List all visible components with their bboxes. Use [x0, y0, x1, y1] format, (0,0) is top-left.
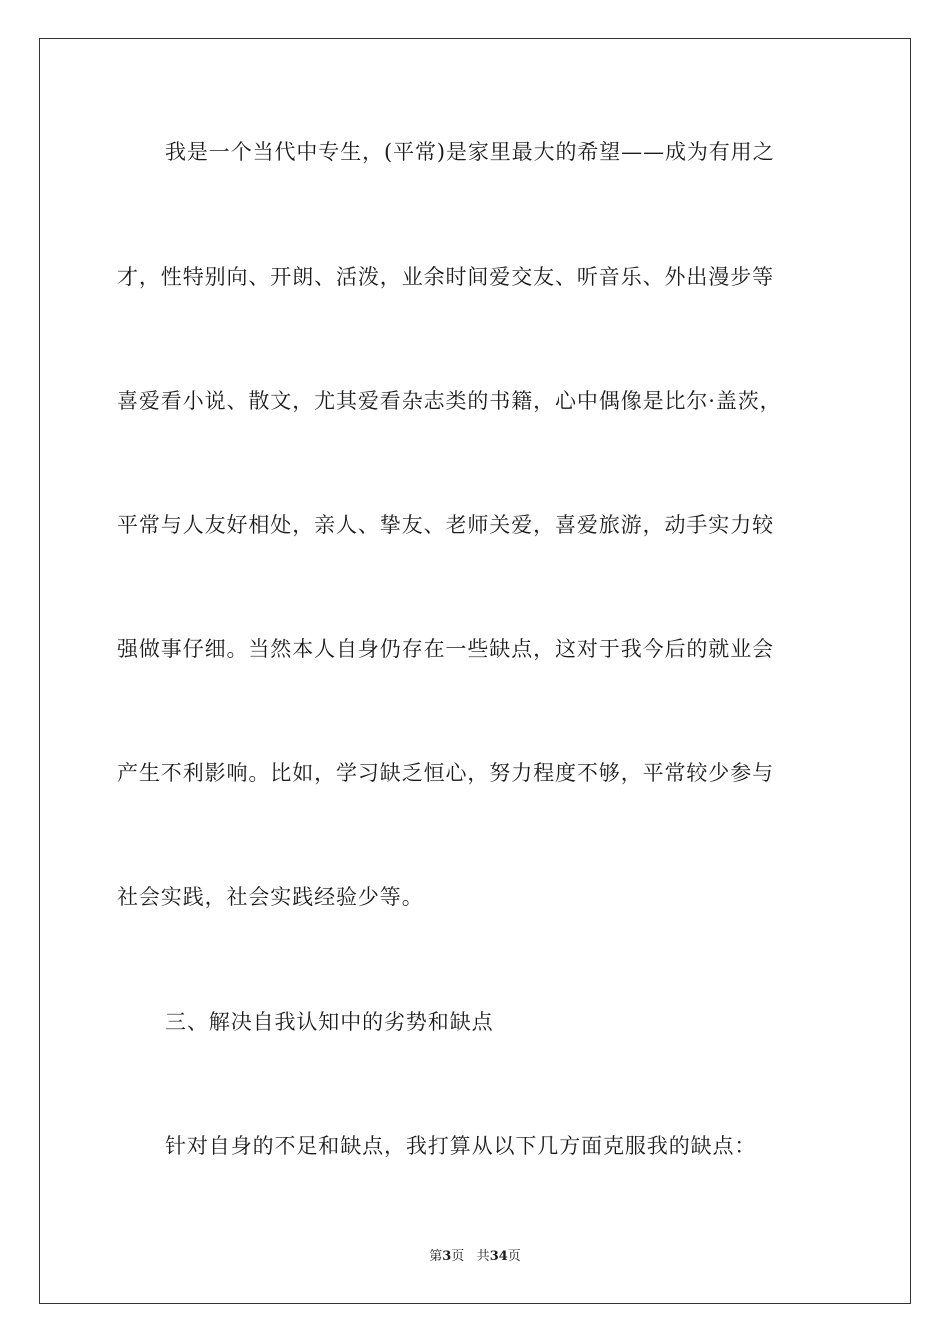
paragraph-line-1: 我是一个当代中专生，(平常)是家里最大的希望——成为有用之: [165, 140, 775, 164]
footer-page-number: 3: [442, 1249, 452, 1264]
footer-page-suffix: 页: [451, 1249, 465, 1264]
paragraph-line-7: 社会实践，社会实践经验少等。: [117, 885, 424, 909]
page-footer: [0, 1248, 950, 1266]
footer-total-suffix: 页: [507, 1249, 521, 1264]
footer-page-prefix: 第: [429, 1249, 443, 1264]
paragraph-line-5: 强做事仔细。当然本人自身仍存在一些缺点，这对于我今后的就业会: [117, 637, 774, 661]
footer-total-pages: 34: [489, 1249, 508, 1264]
page-frame: [39, 38, 911, 1304]
paragraph-line-2: 才，性特别向、开朗、活泼，业余时间爱交友、听音乐、外出漫步等: [117, 265, 774, 289]
footer-total-prefix: 共: [476, 1249, 490, 1264]
paragraph-line-3: 喜爱看小说、散文，尤其爱看杂志类的书籍，心中偶像是比尔·盖茨，: [117, 389, 782, 413]
section-heading: 三、解决自我认知中的劣势和缺点: [165, 1010, 494, 1034]
paragraph-line-9: 针对自身的不足和缺点，我打算从以下几方面克服我的缺点：: [165, 1134, 757, 1158]
paragraph-line-6: 产生不利影响。比如，学习缺乏恒心，努力程度不够，平常较少参与: [117, 761, 774, 785]
paragraph-line-4: 平常与人友好相处，亲人、挚友、老师关爱，喜爱旅游，动手实力较: [117, 513, 774, 537]
